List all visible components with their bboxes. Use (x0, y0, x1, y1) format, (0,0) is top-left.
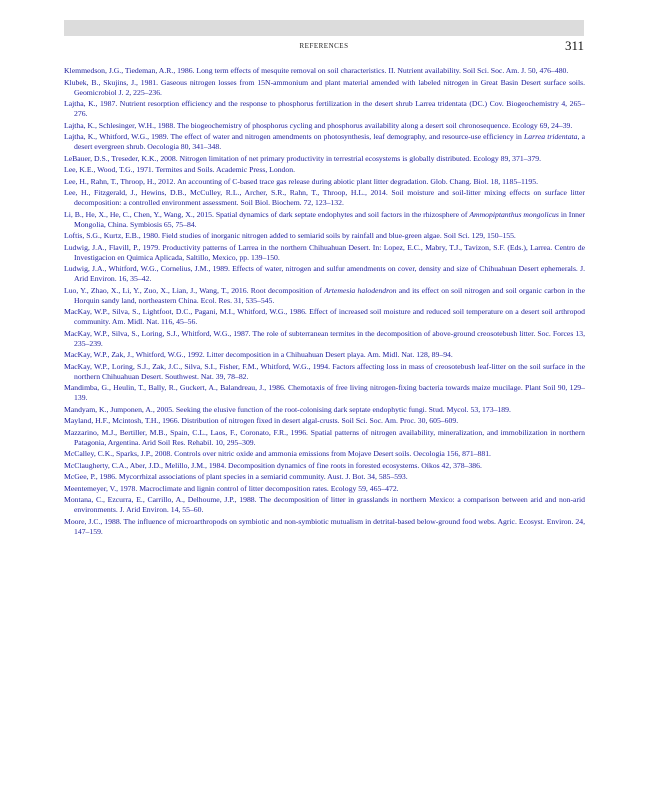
reference-entry[interactable] (64, 132, 585, 152)
reference-entry[interactable] (64, 66, 585, 76)
reference-text: Montana, C., Ezcurra, E., Carrillo, A., Delhoume, J.P., 1988. The decomposition of litter in grasslands in northern Mexico: a comparison between arid and non-arid environments. J. Arid Environ. 14, 55–60. (64, 495, 585, 514)
reference-text: Klemmedson, J.G., Tiedeman, A.R., 1986. Long term effects of mesquite removal on soil characteristics. II. Nutrient availability. Soil Sci. Soc. Am. J. 50, 476–480. (64, 66, 569, 75)
reference-entry[interactable] (64, 78, 585, 98)
reference-entry[interactable] (64, 210, 585, 230)
reference-entry[interactable] (64, 428, 585, 448)
reference-text: LeBauer, D.S., Treseder, K.K., 2008. Nitrogen limitation of net primary productivity in terrestrial ecosystems is globally distributed. Ecology 89, 371–379. (64, 153, 541, 163)
species-name: Larrea tridentata (523, 132, 578, 141)
page-number: 311 (564, 38, 584, 53)
species-name: Artemesia halodendron (324, 285, 397, 295)
reference-entry[interactable] (64, 177, 585, 187)
reference-entry[interactable] (64, 286, 585, 306)
reference-text: Luo, Y., Zhao, X., Li, Y., Zuo, X., Lian, J., Wang, T., 2016. Root decomposition of (64, 285, 325, 295)
reference-text: Mazzarino, M.J., Bertiller, M.B., Spain, C.L., Laos, F., Coronato, F.R., 1996. Spatial patterns of nitrogen availability, mineralization, and immobilization in northern Patagonia, Argentina. Arid Soil Res. Rehabil. 10, 295–309. (64, 427, 585, 447)
reference-text: Mayland, H.F., Mcintosh, T.H., 1966. Distribution of nitrogen fixed in desert algal-crusts. Soil Sci. Soc. Am. Proc. 30, 605–609. (64, 416, 459, 425)
reference-text: Mandyam, K., Jumponen, A., 2005. Seeking the elusive function of the root-colonising dark septate endophytic fungi. Stud. Mycol. 53, 173–189. (64, 404, 511, 414)
reference-entry[interactable] (64, 416, 585, 426)
reference-text: Ludwig, J.A., Whitford, W.G., Cornelius, J.M., 1989. Effects of water, nitrogen and sulfur amendments on cover, density and size of Chihuahuan Desert ephemerals. J. Arid Environ. 16, 35–42. (64, 264, 585, 283)
reference-text: Lajtha, K., Schlesinger, W.H., 1988. The biogeochemistry of phosphorus cycling and phosphorus availability along a desert soil chronosequence. Ecology 69, 24–39. (64, 120, 573, 130)
reference-text: Lee, H., Rahn, T., Throop, H., 2012. An accounting of C-based trace gas release during abiotic plant litter degradation. Glob. Chang. Biol. 18, 1185–1195. (64, 176, 539, 186)
reference-text: Lajtha, K., 1987. Nutrient resorption efficiency and the response to phosphorus fertilization in the desert shrub Larrea tridentata (DC.) Cov. Biogeochemistry 4, 265–276. (64, 99, 585, 118)
reference-entry[interactable] (64, 99, 585, 119)
reference-list (64, 66, 585, 538)
reference-text: Loftis, S.G., Kurtz, E.B., 1980. Field studies of inorganic nitrogen added to semiarid soils by rainfall and blue-green algae. Soil Sci. 129, 150–155. (64, 231, 516, 240)
reference-entry[interactable] (64, 165, 585, 175)
reference-entry[interactable] (64, 154, 585, 164)
section-title: REFERENCES (299, 42, 349, 50)
reference-text: McGee, P., 1986. Mycorrhizal associations of plant species in a semiarid community. Aust. J. Bot. 34, 585–593. (64, 472, 408, 481)
header-bar (64, 20, 584, 36)
reference-text: Klubek, B., Skujins, J., 1981. Gaseous nitrogen losses from 15N-ammonium and plant material amended with labeled nitrogen in Great Basin Desert surface soils. Geomicrobiol J. 2, 225–236. (64, 77, 585, 97)
running-head (64, 38, 584, 56)
reference-entry[interactable] (64, 461, 585, 471)
reference-entry[interactable] (64, 405, 585, 415)
reference-entry[interactable] (64, 362, 585, 382)
reference-text: Lee, K.E., Wood, T.G., 1971. Termites and Soils. Academic Press, London. (64, 165, 295, 174)
reference-entry[interactable] (64, 495, 585, 515)
species-name: Ammopiptanthus mongolicus (469, 209, 559, 219)
reference-entry[interactable] (64, 484, 585, 494)
reference-entry[interactable] (64, 231, 585, 241)
reference-text: Meentemeyer, V., 1978. Macroclimate and lignin control of litter decomposition rates. Ecology 59, 465–472. (64, 483, 399, 493)
reference-entry[interactable] (64, 264, 585, 284)
reference-text: Moore, J.C., 1988. The influence of microarthropods on symbiotic and non-symbiotic mutualism in detrital-based below-ground food webs. Agric. Ecosyst. Environ. 24, 147–159. (64, 516, 585, 536)
reference-text: , a desert evergreen shrub. Oecologia 80, 341–348. (74, 132, 585, 151)
reference-text: MacKay, W.P., Loring, S.J., Zak, J.C., Silva, S.I., Fisher, F.M., Whitford, W.G., 1994. Factors affecting loss in mass of creosotebush leaf-litter on the soil surface in the northern Chihuahuan Desert. Southwest. Nat. 39, 78–82. (64, 361, 585, 381)
reference-text: Li, B., He, X., He, C., Chen, Y., Wang, X., 2015. Spatial dynamics of dark septate endophytes and soil factors in the rhizosphere of (64, 209, 470, 219)
reference-text: McClaugherty, C.A., Aber, J.D., Melillo, J.M., 1984. Decomposition dynamics of fine roots in forested ecosystems. Oikos 42, 378–386. (64, 460, 482, 470)
reference-text: Ludwig, J.A., Flavill, P., 1979. Productivity patterns of Larrea in the northern Chihuahuan Desert. In: Lopez, E.C., Mabry, T.J., Tavizon, S.F. (Eds.), Larrea. Centro de Investigacion en Quimica Aplicada, Saltillo, Mexico, pp. 139–150. (64, 242, 585, 262)
reference-entry[interactable] (64, 121, 585, 131)
reference-text: MacKay, W.P., Silva, S., Lightfoot, D.C., Pagani, M.I., Whitford, W.G., 1986. Effect of increased soil moisture and reduced soil temperature on a desert soil arthropod community. Am. Midl. Nat. 116, 45–56. (64, 307, 585, 326)
reference-entry[interactable] (64, 350, 585, 360)
reference-text: MacKay, W.P., Silva, S., Loring, S.J., Whitford, W.G., 1987. The role of subterranean termites in the decomposition of above-ground creosotebush litter. Soc. Forces 13, 235–239. (64, 328, 585, 348)
reference-text: McCalley, C.K., Sparks, J.P., 2008. Controls over nitric oxide and ammonia emissions from Mojave Desert soils. Oecologia 156, 871–881. (64, 449, 491, 458)
reference-entry[interactable] (64, 307, 585, 327)
reference-entry[interactable] (64, 449, 585, 459)
reference-entry[interactable] (64, 472, 585, 482)
reference-text: and its effect on soil nitrogen and soil organic carbon in the Horquin sandy land, northeastern China. Ecol. Res. 31, 535–545. (74, 285, 585, 305)
reference-entry[interactable] (64, 188, 585, 208)
reference-text: in Inner Mongolia, China. Symbiosis 65, 75–84. (74, 209, 585, 229)
reference-entry[interactable] (64, 383, 585, 403)
reference-text: MacKay, W.P., Zak, J., Whitford, W.G., 1992. Litter decomposition in a Chihuahuan Desert playa. Am. Midl. Nat. 128, 89–94. (64, 350, 453, 359)
reference-text: Lajtha, K., Whitford, W.G., 1989. The effect of water and nitrogen amendments on photosynthesis, leaf demography, and resource-use efficiency in (64, 132, 524, 141)
reference-entry[interactable] (64, 243, 585, 263)
reference-entry[interactable] (64, 329, 585, 349)
reference-entry[interactable] (64, 517, 585, 537)
reference-text: Mandimba, G., Heulin, T., Bally, R., Guckert, A., Balandreau, J., 1986. Chemotaxis of free living nitrogen-fixing bacteria towards maize mucilage. Plant Soil 90, 129–139. (64, 383, 585, 402)
reference-text: Lee, H., Fitzgerald, J., Hewins, D.B., McCulley, R.L., Archer, S.R., Rahn, T., Throop, H.L., 2014. Soil moisture and soil-litter mixing effects on surface litter decomposition: a controlled environment assessment. Soil Biol. Biochem. 72, 123–132. (64, 188, 585, 207)
